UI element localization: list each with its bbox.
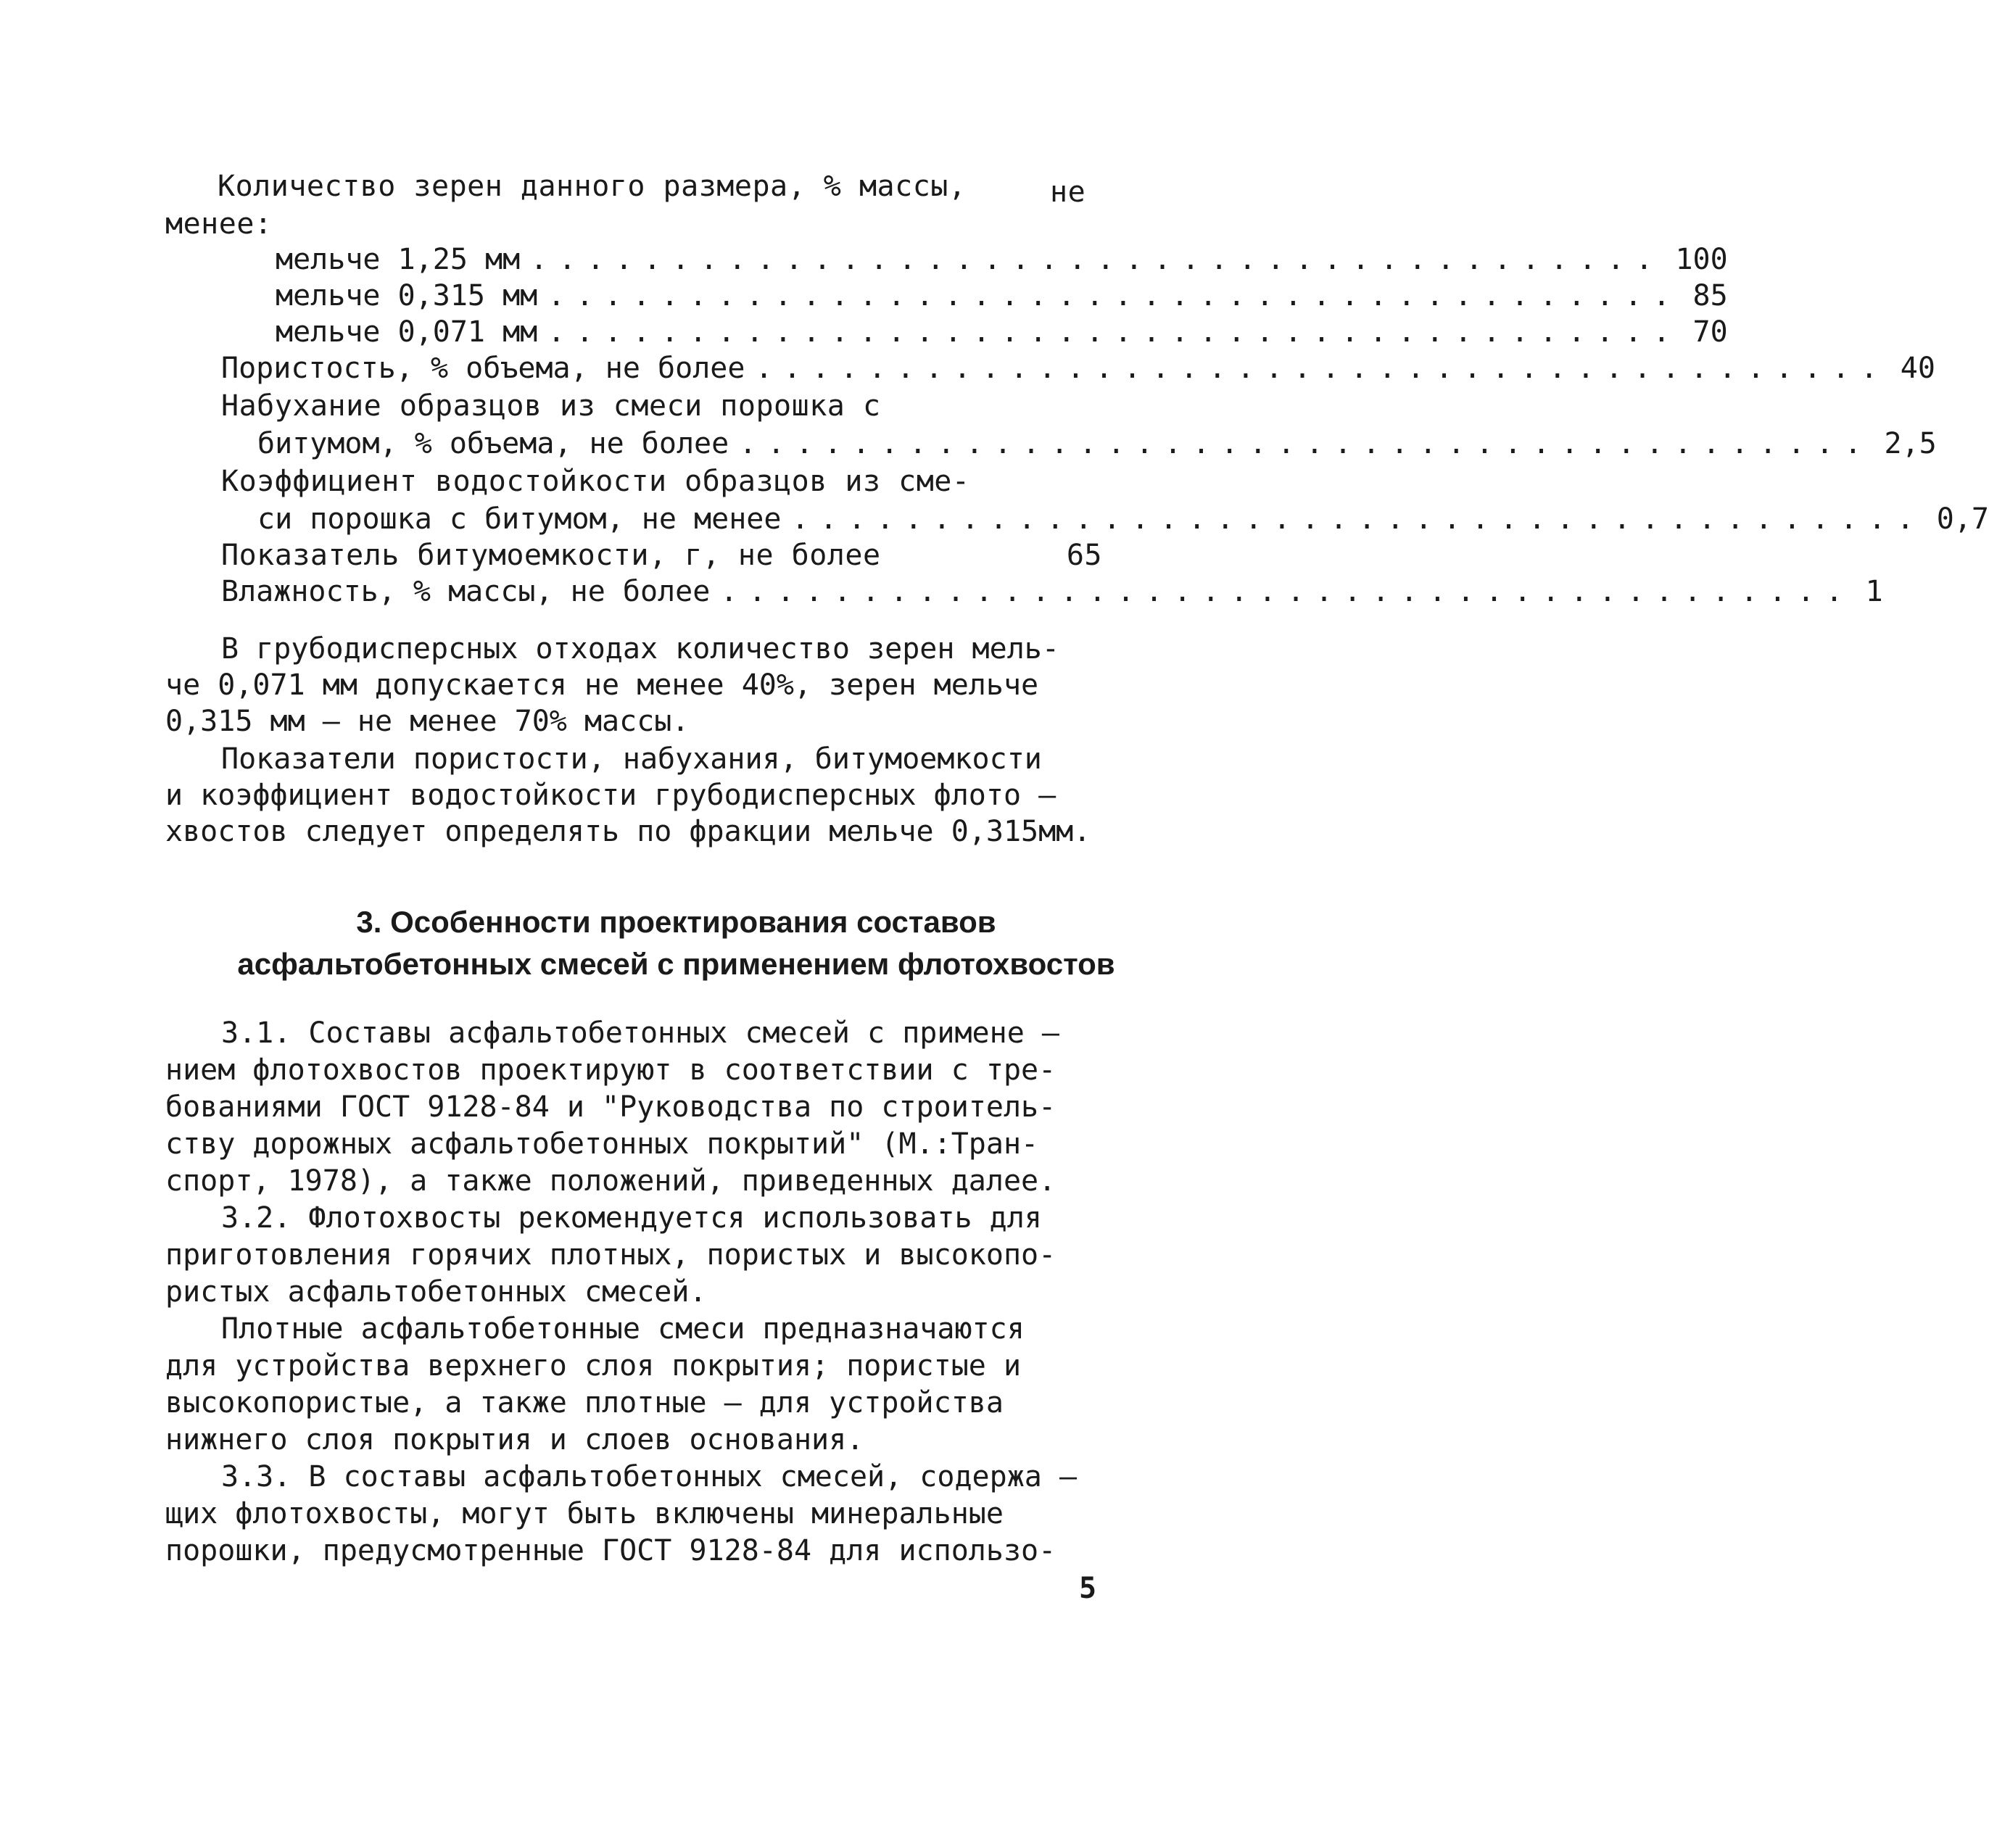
spec-row-label: битумом, % объема, не более: [257, 427, 729, 460]
spec-row-label: Влажность, % массы, не более: [221, 575, 711, 608]
spec-row-value: 0,7: [1936, 502, 1989, 536]
spec-row: [276, 314, 1728, 350]
paragraph-line: для устройства верхнего слоя покрытия; пористые и: [165, 1349, 1022, 1383]
spec-row: [221, 573, 1883, 610]
spec-row: [257, 426, 1937, 462]
spec-row-value: 85: [1692, 279, 1728, 312]
paragraph-line: спорт, 1978), а также положений, приведенных далее.: [165, 1164, 1056, 1198]
spec-row-label: мельче 0,071 мм: [276, 315, 538, 349]
paragraph-line: порошки, предусмотренные ГОСТ 9128-84 для использо-: [165, 1534, 1056, 1567]
spec-row: [257, 501, 1989, 537]
paragraph-line: и коэффициент водостойкости грубодисперсных флото –: [165, 779, 1056, 812]
paragraph-line: че 0,071 мм допускается не менее 40%, зерен мельче: [165, 668, 1039, 702]
spec-row-label: Пористость, % объема, не более: [221, 352, 745, 385]
dot-leader: ........................................: [547, 315, 1682, 349]
paragraph-line: ристых асфальтобетонных смесей.: [165, 1275, 707, 1309]
paragraph-line: 3.2. Флотохвосты рекомендуется использовать для: [221, 1201, 1042, 1235]
spec-row-value: 70: [1692, 315, 1728, 349]
page-number: 5: [1079, 1572, 1097, 1605]
intro-line-1: Количество зерен данного размера, % массы,: [218, 170, 967, 203]
paragraph-line: приготовления горячих плотных, пористых и высокопо-: [165, 1238, 1056, 1272]
intro-line-1-tail: не: [1050, 175, 1086, 209]
spec-row-value: 40: [1900, 352, 1935, 385]
paragraph-line: 3.1. Составы асфальтобетонных смесей с примене –: [221, 1016, 1059, 1050]
paragraph-line: высокопористые, а также плотные – для устройства: [165, 1386, 1004, 1420]
water-resistance-line-1: Коэффициент водостойкости образцов из сме-: [221, 465, 970, 498]
paragraph-line: 0,315 мм – не менее 70% массы.: [165, 705, 690, 738]
paragraph-line: 3.3. В составы асфальтобетонных смесей, содержа –: [221, 1460, 1078, 1493]
paragraph-line: щих флотохвосты, могут быть включены минеральные: [165, 1497, 1004, 1530]
dot-leader: ........................................: [739, 427, 1873, 460]
spec-row-value: 2,5: [1884, 427, 1937, 460]
spec-row: [276, 278, 1728, 314]
paragraph-line: нижнего слоя покрытия и слоев основания.: [165, 1423, 864, 1457]
swelling-line-1: Набухание образцов из смеси порошка с: [221, 389, 881, 423]
section-heading-line-1: 3. Особенности проектирования составов: [356, 905, 996, 939]
spec-row-value: 100: [1675, 243, 1728, 276]
dot-leader: ........................................: [755, 352, 1889, 385]
paragraph-line: нием флотохвостов проектируют в соответствии с тре-: [165, 1053, 1056, 1087]
spec-row: [221, 350, 1935, 386]
paragraph-line: бованиями ГОСТ 9128-84 и "Руководства по строитель-: [165, 1090, 1056, 1124]
bitumen-capacity-value: 65: [1066, 539, 1102, 572]
dot-leader: ........................................: [530, 243, 1664, 276]
bitumen-capacity-label: Показатель битумоемкости, г, не более: [221, 539, 881, 572]
section-heading-line-2: асфальтобетонных смесей с применением флотохвостов: [237, 947, 1115, 981]
paragraph-line: Плотные асфальтобетонные смеси предназначаются: [221, 1312, 1025, 1346]
intro-line-2: менее:: [165, 207, 273, 241]
spec-row: [276, 241, 1728, 278]
dot-leader: ........................................: [720, 575, 1854, 608]
spec-row-value: 1: [1865, 575, 1883, 608]
spec-row-label: мельче 0,315 мм: [276, 279, 538, 312]
paragraph-line: Показатели пористости, набухания, битумоемкости: [221, 742, 1042, 776]
paragraph-line: В грубодисперсных отходах количество зерен мель-: [221, 632, 1059, 666]
spec-row-label: мельче 1,25 мм: [276, 243, 521, 276]
dot-leader: ........................................: [547, 279, 1682, 312]
paragraph-line: хвостов следует определять по фракции мельче 0,315мм.: [165, 815, 1091, 848]
spec-row-label: си порошка с битумом, не менее: [257, 502, 782, 536]
dot-leader: ........................................: [791, 502, 1925, 536]
paragraph-line: ству дорожных асфальтобетонных покрытий" (М.:Тран-: [165, 1127, 1039, 1161]
